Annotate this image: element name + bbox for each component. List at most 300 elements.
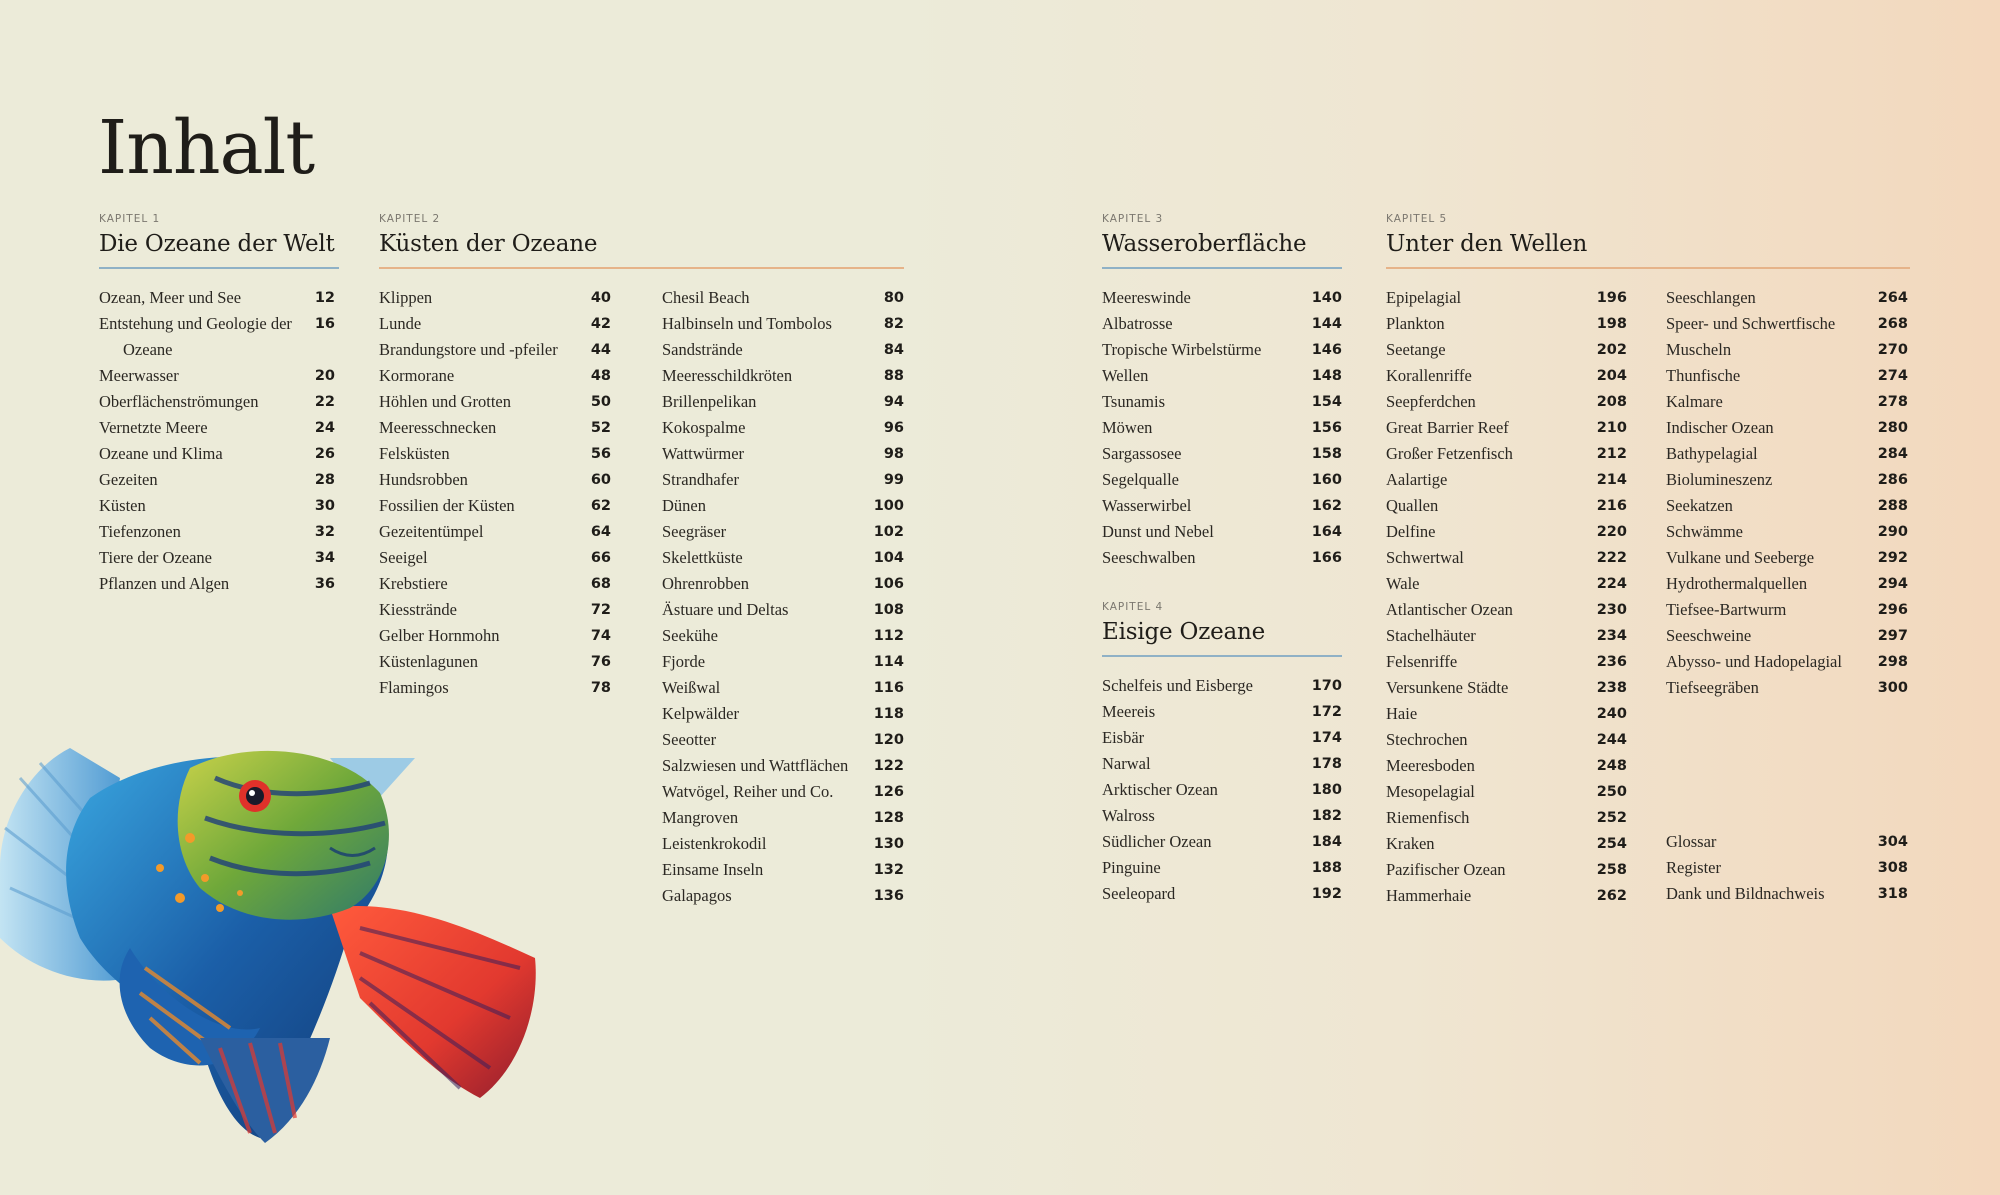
toc-entry (1666, 649, 1908, 675)
toc-entry-title: Großer Fetzenfisch (1386, 444, 1513, 463)
toc-entry-page: 146 (1311, 342, 1342, 358)
toc-entry-title: Eisbär (1102, 728, 1145, 747)
toc-entry-page: 178 (1311, 756, 1342, 772)
toc-entry-title: Plankton (1386, 314, 1445, 333)
toc-entry-title: Brillenpelikan (662, 392, 757, 411)
toc-entry-page: 222 (1596, 550, 1627, 566)
toc-entry-title: Indischer Ozean (1666, 418, 1774, 437)
toc-entry-page: 120 (873, 732, 904, 748)
toc-entry-title: Leistenkrokodil (662, 834, 767, 853)
toc-entry-title: Schwertwal (1386, 548, 1464, 567)
toc-entry-title: Seekatzen (1666, 496, 1733, 515)
toc-entry-page: 258 (1596, 862, 1627, 878)
toc-entry (1386, 337, 1627, 363)
toc-entry-title: Stechrochen (1386, 730, 1468, 749)
chapter-5-kicker: KAPITEL 5 (1386, 213, 1448, 225)
toc-entry-page: 318 (1877, 886, 1908, 902)
toc-entry-title: Great Barrier Reef (1386, 418, 1509, 437)
toc-entry-page: 164 (1311, 524, 1342, 540)
chapter-2-list-b (662, 285, 904, 909)
toc-entry (1666, 829, 1908, 855)
toc-entry-title: Salzwiesen und Wattflächen (662, 756, 849, 775)
toc-entry-page: 80 (883, 290, 904, 306)
toc-entry (1102, 855, 1342, 881)
toc-entry-title: Albatrosse (1102, 314, 1173, 333)
toc-entry-title: Meeresschildkröten (662, 366, 793, 385)
toc-entry (379, 363, 611, 389)
toc-entry-title: Tiere der Ozeane (99, 548, 213, 567)
toc-entry-title: Hammerhaie (1386, 886, 1472, 905)
toc-entry-title: Register (1666, 858, 1721, 877)
toc-entry-page: 132 (873, 862, 904, 878)
toc-entry (1386, 701, 1627, 727)
chapter-3-kicker: KAPITEL 3 (1102, 213, 1164, 225)
toc-entry-title: Seeschweine (1666, 626, 1752, 645)
toc-entry-title: Watvögel, Reiher und Co. (662, 782, 834, 801)
toc-entry-title: Skelettküste (662, 548, 743, 567)
toc-entry-title: Gezeiten (99, 470, 158, 489)
toc-entry-title: Ozeane und Klima (99, 444, 223, 463)
toc-entry (1386, 415, 1627, 441)
toc-entry-title: Riemenfisch (1386, 808, 1470, 827)
toc-entry-title: Ohrenrobben (662, 574, 750, 593)
toc-entry-title: Tiefsee-Bartwurm (1666, 600, 1787, 619)
toc-entry (662, 623, 904, 649)
toc-entry-title: Mesopelagial (1386, 782, 1475, 801)
toc-entry (1102, 493, 1342, 519)
toc-entry-title: Ästuare und Deltas (662, 600, 789, 619)
chapter-5-title: Unter den Wellen (1386, 231, 1588, 257)
toc-entry-page: 52 (590, 420, 611, 436)
toc-entry-title: Halbinseln und Tombolos (662, 314, 832, 333)
toc-entry-page: 292 (1877, 550, 1908, 566)
toc-entry-page: 264 (1877, 290, 1908, 306)
toc-entry-page: 108 (873, 602, 904, 618)
toc-entry-title: Weißwal (662, 678, 721, 697)
toc-entry-title: Meerwasser (99, 366, 179, 385)
toc-entry (1386, 545, 1627, 571)
toc-entry-page: 270 (1877, 342, 1908, 358)
toc-entry-page: 284 (1877, 446, 1908, 462)
toc-entry (1102, 337, 1342, 363)
toc-entry-page: 20 (314, 368, 335, 384)
toc-entry (379, 441, 611, 467)
toc-entry (379, 675, 611, 701)
toc-entry (1386, 805, 1627, 831)
toc-entry-title: Mangroven (662, 808, 739, 827)
toc-entry-title: Schelfeis und Eisberge (1102, 676, 1253, 695)
chapter-1-header (99, 213, 339, 269)
toc-entry-title: Epipelagial (1386, 288, 1462, 307)
chapter-5-header (1386, 213, 1910, 269)
toc-entry (662, 467, 904, 493)
chapter-1-list (99, 285, 335, 597)
toc-entry (662, 285, 904, 311)
toc-entry-title: Fjorde (662, 652, 706, 671)
toc-entry (1386, 857, 1627, 883)
toc-entry (99, 285, 335, 311)
toc-entry (379, 519, 611, 545)
toc-entry-page: 296 (1877, 602, 1908, 618)
toc-entry-title: Krebstiere (379, 574, 448, 593)
chapter-1-rule (99, 267, 339, 269)
toc-entry-page: 126 (873, 784, 904, 800)
toc-entry-page: 78 (590, 680, 611, 696)
toc-entry-page: 216 (1596, 498, 1627, 514)
toc-entry (1386, 649, 1627, 675)
toc-entry (1386, 363, 1627, 389)
toc-entry (1102, 673, 1342, 699)
toc-entry (99, 415, 335, 441)
toc-entry-page: 106 (873, 576, 904, 592)
toc-entry-page: 76 (590, 654, 611, 670)
toc-entry-title: Vulkane und Seeberge (1666, 548, 1815, 567)
toc-entry-title: Wellen (1102, 366, 1149, 385)
toc-entry-title: Walross (1102, 806, 1155, 825)
toc-entry (1666, 337, 1908, 363)
toc-entry-title: Sandstrände (662, 340, 743, 359)
toc-entry-page: 94 (883, 394, 904, 410)
chapter-4-list (1102, 673, 1342, 907)
toc-entry (379, 311, 611, 337)
toc-entry-page: 128 (873, 810, 904, 826)
chapter-5-rule (1386, 267, 1910, 269)
toc-entry-page: 88 (883, 368, 904, 384)
toc-entry-title: Seeschlangen (1666, 288, 1756, 307)
toc-entry (1102, 725, 1342, 751)
toc-entry (1386, 675, 1627, 701)
toc-entry-title: Hundsrobben (379, 470, 468, 489)
toc-entry-page: 308 (1877, 860, 1908, 876)
toc-entry (1102, 751, 1342, 777)
toc-entry-page: 252 (1596, 810, 1627, 826)
chapter-5-list-b (1666, 285, 1908, 701)
toc-entry-title: Gelber Hornmohn (379, 626, 500, 645)
toc-entry-page: 62 (590, 498, 611, 514)
toc-entry (99, 545, 335, 571)
toc-entry-page: 262 (1596, 888, 1627, 904)
toc-entry-title: Muscheln (1666, 340, 1732, 359)
toc-entry-page: 278 (1877, 394, 1908, 410)
toc-entry (1102, 829, 1342, 855)
toc-entry-page: 144 (1311, 316, 1342, 332)
chapter-2-kicker: KAPITEL 2 (379, 213, 441, 225)
toc-entry-title: Delfine (1386, 522, 1436, 541)
toc-entry-page: 72 (590, 602, 611, 618)
toc-entry-page: 24 (314, 420, 335, 436)
toc-entry-title: Galapagos (662, 886, 732, 905)
toc-entry-page: 254 (1596, 836, 1627, 852)
toc-entry-page: 244 (1596, 732, 1627, 748)
toc-entry-title: Meereis (1102, 702, 1156, 721)
chapter-5-list-a (1386, 285, 1627, 909)
toc-entry-title: Dank und Bildnachweis (1666, 884, 1825, 903)
toc-entry (1386, 883, 1627, 909)
toc-entry (662, 883, 904, 909)
toc-entry-page: 196 (1596, 290, 1627, 306)
toc-entry-page: 42 (590, 316, 611, 332)
toc-entry (1666, 623, 1908, 649)
toc-entry (662, 441, 904, 467)
toc-entry-page: 304 (1877, 834, 1908, 850)
toc-entry (1666, 675, 1908, 701)
toc-entry-page: 250 (1596, 784, 1627, 800)
toc-entry-page: 64 (590, 524, 611, 540)
toc-entry (99, 519, 335, 545)
toc-entry-page: 68 (590, 576, 611, 592)
toc-entry (662, 363, 904, 389)
toc-entry-page: 220 (1596, 524, 1627, 540)
toc-entry-title: Tsunamis (1102, 392, 1166, 411)
toc-entry-title: Kelpwälder (662, 704, 739, 723)
toc-entry-title: Ozean, Meer und See (99, 288, 242, 307)
toc-entry-title: Dünen (662, 496, 706, 515)
toc-entry (1386, 467, 1627, 493)
toc-entry (1666, 311, 1908, 337)
mandarin-fish-image (0, 738, 540, 1158)
toc-entry-title: Felsenriffe (1386, 652, 1458, 671)
chapter-4-rule (1102, 655, 1342, 657)
toc-entry (1666, 363, 1908, 389)
toc-entry-title: Thunfische (1666, 366, 1741, 385)
toc-entry (662, 311, 904, 337)
toc-entry-page: 170 (1311, 678, 1342, 694)
toc-entry-page: 102 (873, 524, 904, 540)
toc-entry-title: Abysso- und Hadopelagial (1666, 652, 1842, 671)
toc-entry-page: 22 (314, 394, 335, 410)
toc-entry-page: 130 (873, 836, 904, 852)
toc-entry (1102, 415, 1342, 441)
toc-entry (1386, 623, 1627, 649)
page-title: Inhalt (98, 105, 315, 191)
chapter-2-header (379, 213, 904, 269)
toc-entry-page: 286 (1877, 472, 1908, 488)
toc-entry (1102, 777, 1342, 803)
toc-entry-title: Entstehung und Geologie der Ozeane (99, 314, 292, 359)
toc-entry-title: Seeotter (662, 730, 717, 749)
toc-entry (379, 545, 611, 571)
fish-eye (239, 780, 271, 812)
toc-entry-page: 36 (314, 576, 335, 592)
chapter-2-title: Küsten der Ozeane (379, 231, 598, 257)
toc-entry (1102, 467, 1342, 493)
toc-entry (379, 571, 611, 597)
toc-entry-page: 297 (1877, 628, 1908, 644)
toc-entry-page: 204 (1596, 368, 1627, 384)
toc-entry (1102, 519, 1342, 545)
toc-entry (662, 337, 904, 363)
toc-entry-page: 158 (1311, 446, 1342, 462)
chapter-2-list-a (379, 285, 611, 701)
toc-entry (1386, 753, 1627, 779)
toc-entry (1102, 441, 1342, 467)
toc-entry-page: 248 (1596, 758, 1627, 774)
toc-entry (1666, 389, 1908, 415)
toc-entry-page: 56 (590, 446, 611, 462)
toc-entry (1102, 363, 1342, 389)
toc-entry (1666, 441, 1908, 467)
back-matter-list (1666, 829, 1908, 907)
toc-entry-page: 98 (883, 446, 904, 462)
toc-entry-page: 182 (1311, 808, 1342, 824)
toc-entry-title: Meereswinde (1102, 288, 1191, 307)
toc-entry-page: 162 (1311, 498, 1342, 514)
toc-entry (662, 857, 904, 883)
toc-entry-page: 114 (873, 654, 904, 670)
toc-entry (662, 779, 904, 805)
toc-entry-page: 30 (314, 498, 335, 514)
toc-entry-title: Oberflächenströmungen (99, 392, 259, 411)
toc-entry-title: Versunkene Städte (1386, 678, 1509, 697)
toc-entry-page: 118 (873, 706, 904, 722)
toc-entry-page: 74 (590, 628, 611, 644)
toc-entry (99, 441, 335, 467)
toc-entry (1386, 441, 1627, 467)
toc-entry-page: 288 (1877, 498, 1908, 514)
toc-entry (99, 311, 335, 363)
toc-entry (1666, 415, 1908, 441)
toc-entry (662, 389, 904, 415)
toc-entry-page: 202 (1596, 342, 1627, 358)
toc-entry (662, 675, 904, 701)
toc-entry (1102, 803, 1342, 829)
toc-entry-title: Atlantischer Ozean (1386, 600, 1513, 619)
toc-entry-title: Wasserwirbel (1102, 496, 1192, 515)
toc-entry (1666, 285, 1908, 311)
toc-entry-title: Seeigel (379, 548, 428, 567)
toc-entry (1102, 285, 1342, 311)
toc-entry (99, 467, 335, 493)
toc-entry-title: Narwal (1102, 754, 1151, 773)
toc-entry-page: 210 (1596, 420, 1627, 436)
toc-entry-page: 122 (873, 758, 904, 774)
toc-entry (662, 571, 904, 597)
toc-entry-title: Meeresschnecken (379, 418, 497, 437)
toc-entry-title: Gezeitentümpel (379, 522, 484, 541)
chapter-3-rule (1102, 267, 1342, 269)
toc-entry-page: 40 (590, 290, 611, 306)
toc-entry-page: 236 (1596, 654, 1627, 670)
toc-entry-page: 84 (883, 342, 904, 358)
toc-entry-page: 112 (873, 628, 904, 644)
toc-entry-page: 268 (1877, 316, 1908, 332)
chapter-4-title: Eisige Ozeane (1102, 619, 1266, 645)
toc-entry-title: Sargassosee (1102, 444, 1182, 463)
chapter-3-list (1102, 285, 1342, 571)
toc-entry-page: 156 (1311, 420, 1342, 436)
chapter-3-header (1102, 213, 1342, 269)
toc-entry-page: 66 (590, 550, 611, 566)
toc-entry (1666, 571, 1908, 597)
toc-entry-title: Flamingos (379, 678, 449, 697)
toc-entry (662, 649, 904, 675)
toc-entry-page: 172 (1311, 704, 1342, 720)
toc-entry-title: Kraken (1386, 834, 1435, 853)
toc-entry-page: 290 (1877, 524, 1908, 540)
toc-entry (1102, 311, 1342, 337)
toc-entry-page: 274 (1877, 368, 1908, 384)
toc-entry (379, 415, 611, 441)
toc-entry (99, 363, 335, 389)
chapter-4-kicker: KAPITEL 4 (1102, 601, 1164, 613)
toc-entry (1102, 881, 1342, 907)
toc-entry (99, 389, 335, 415)
toc-entry (379, 493, 611, 519)
toc-entry-page: 26 (314, 446, 335, 462)
toc-entry (1102, 389, 1342, 415)
toc-entry-title: Segelqualle (1102, 470, 1179, 489)
toc-entry (1386, 831, 1627, 857)
toc-entry (662, 415, 904, 441)
toc-entry-page: 238 (1596, 680, 1627, 696)
toc-entry-title: Kalmare (1666, 392, 1723, 411)
toc-entry-page: 300 (1877, 680, 1908, 696)
toc-entry-page: 48 (590, 368, 611, 384)
toc-entry-page: 16 (314, 316, 335, 332)
toc-entry-page: 34 (314, 550, 335, 566)
toc-entry-title: Küsten (99, 496, 146, 515)
toc-entry (379, 389, 611, 415)
toc-entry-page: 136 (873, 888, 904, 904)
toc-entry-title: Kormorane (379, 366, 455, 385)
toc-entry (662, 545, 904, 571)
toc-entry-page: 160 (1311, 472, 1342, 488)
toc-entry-page: 104 (873, 550, 904, 566)
toc-entry-title: Stachelhäuter (1386, 626, 1476, 645)
toc-entry-page: 230 (1596, 602, 1627, 618)
toc-entry-page: 82 (883, 316, 904, 332)
toc-entry-page: 294 (1877, 576, 1908, 592)
toc-entry-title: Dunst und Nebel (1102, 522, 1214, 541)
toc-entry (379, 597, 611, 623)
toc-entry (1666, 519, 1908, 545)
toc-entry (662, 805, 904, 831)
toc-entry-title: Korallenriffe (1386, 366, 1472, 385)
toc-entry-title: Kiesstrände (379, 600, 457, 619)
toc-entry-page: 198 (1596, 316, 1627, 332)
toc-entry-title: Chesil Beach (662, 288, 750, 307)
toc-entry-page: 166 (1311, 550, 1342, 566)
toc-entry-page: 184 (1311, 834, 1342, 850)
toc-entry-page: 214 (1596, 472, 1627, 488)
toc-entry-title: Seegräser (662, 522, 727, 541)
chapter-2-rule (379, 267, 904, 269)
toc-entry (662, 597, 904, 623)
toc-entry (1386, 779, 1627, 805)
toc-entry-title: Schwämme (1666, 522, 1743, 541)
toc-entry (1386, 311, 1627, 337)
fish-tail-fin (330, 906, 536, 1098)
toc-entry (379, 623, 611, 649)
toc-entry-page: 99 (883, 472, 904, 488)
toc-entry-title: Strandhafer (662, 470, 739, 489)
toc-entry-title: Vernetzte Meere (99, 418, 208, 437)
toc-entry-title: Biolumineszenz (1666, 470, 1773, 489)
toc-entry (379, 467, 611, 493)
toc-entry (1386, 493, 1627, 519)
toc-entry-title: Tiefenzonen (99, 522, 181, 541)
toc-entry-title: Seeschwalben (1102, 548, 1196, 567)
toc-entry (662, 727, 904, 753)
toc-entry (1102, 545, 1342, 571)
toc-entry-page: 188 (1311, 860, 1342, 876)
toc-entry-page: 212 (1596, 446, 1627, 462)
toc-entry-title: Meeresboden (1386, 756, 1475, 775)
toc-entry-title: Pinguine (1102, 858, 1161, 877)
toc-entry-title: Tropische Wirbelstürme (1102, 340, 1262, 359)
toc-entry (1386, 519, 1627, 545)
chapter-1-title: Die Ozeane der Welt (99, 231, 335, 257)
